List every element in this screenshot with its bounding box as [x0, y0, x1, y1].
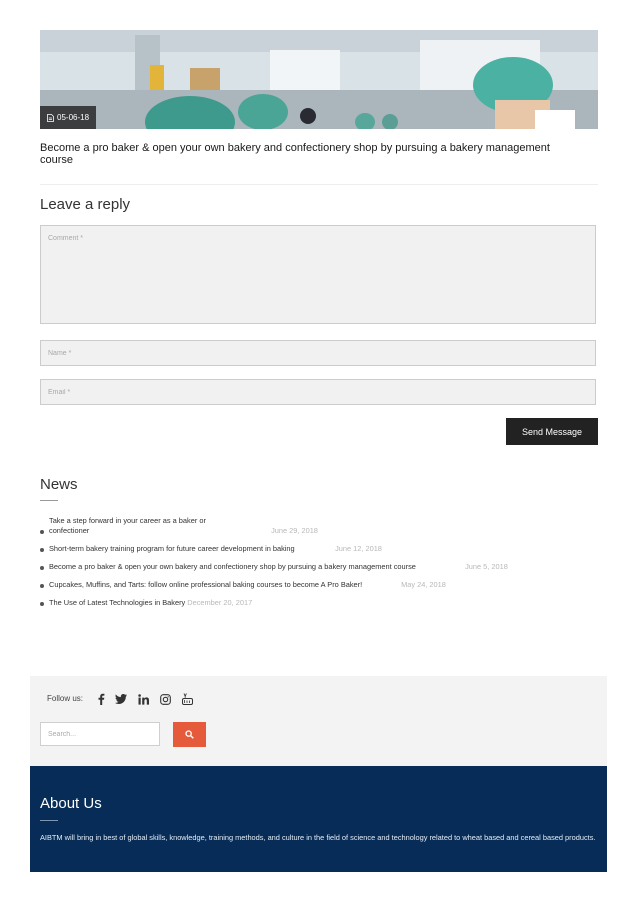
news-list [40, 516, 560, 616]
post-date-badge [40, 106, 96, 129]
follow-band [30, 676, 607, 766]
news-item-link[interactable]: Short-term bakery training program for future career development in baking [49, 544, 295, 553]
reply-heading: Leave a reply [40, 196, 131, 213]
news-heading: News [40, 476, 78, 493]
email-field[interactable] [40, 379, 596, 405]
news-item-date: June 29, 2018 [271, 526, 318, 535]
about-heading-underline [40, 820, 58, 821]
comment-field[interactable] [40, 225, 596, 324]
news-item [40, 580, 560, 590]
linkedin-icon[interactable] [136, 692, 150, 706]
send-message-button[interactable]: Send Message [506, 418, 598, 445]
search-button[interactable] [173, 722, 206, 747]
news-item-date: May 24, 2018 [401, 580, 446, 589]
news-item [40, 598, 560, 608]
news-item [40, 562, 560, 572]
news-item-date: June 5, 2018 [465, 562, 508, 571]
bullet-icon [40, 584, 44, 588]
twitter-icon[interactable] [114, 692, 128, 706]
news-item [40, 516, 560, 536]
search-input[interactable] [40, 722, 160, 746]
news-item-link[interactable]: Cupcakes, Muffins, and Tarts: follow online professional baking courses to become A Pro Baker! [49, 580, 363, 589]
bullet-icon [40, 530, 44, 534]
about-text: AIBTM will bring in best of global skills, knowledge, training methods, and culture in the field of science and technology related to wheat based and cereal based products. [40, 833, 596, 842]
bullet-icon [40, 602, 44, 606]
post-title[interactable]: Become a pro baker & open your own bakery and confectionery shop by pursuing a bakery management course [40, 142, 550, 166]
bakery-photo [40, 30, 598, 129]
news-item-link[interactable]: Take a step forward in your career as a baker or confectioner [49, 516, 206, 535]
bullet-icon [40, 548, 44, 552]
name-field[interactable] [40, 340, 596, 366]
news-item-link[interactable]: Become a pro baker & open your own bakery and confectionery shop by pursuing a bakery management course [49, 562, 416, 571]
document-icon [47, 114, 54, 122]
news-item [40, 544, 560, 554]
about-heading: About Us [40, 795, 102, 812]
bullet-icon [40, 566, 44, 570]
post-hero-image[interactable] [40, 30, 598, 129]
divider [40, 184, 598, 185]
follow-label: Follow us: [47, 694, 84, 703]
news-heading-underline [40, 500, 58, 501]
facebook-icon[interactable] [94, 692, 108, 706]
news-item-date: December 20, 2017 [187, 598, 253, 607]
instagram-icon[interactable] [158, 692, 172, 706]
about-section [30, 766, 607, 872]
news-item-date: June 12, 2018 [335, 544, 382, 553]
search-icon [185, 730, 194, 739]
youtube-icon[interactable] [180, 692, 194, 706]
news-item-link[interactable]: The Use of Latest Technologies in Bakery [49, 598, 186, 607]
post-date: 05-06-18 [57, 113, 90, 122]
